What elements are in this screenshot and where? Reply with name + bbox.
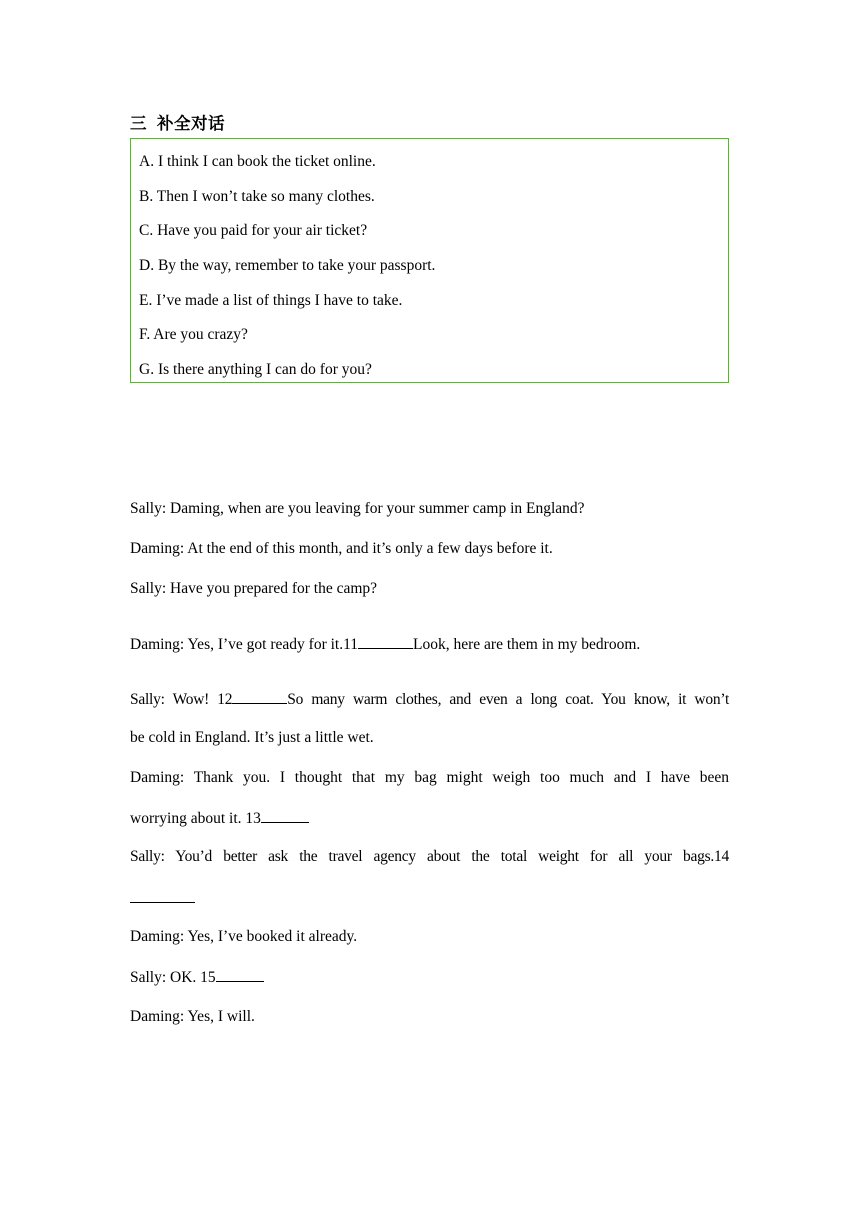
option-f: F. Are you crazy? [139,326,248,343]
dialogue-line-8 [130,807,729,829]
dialogue-line-1: Sally: Daming, when are you leaving for your summer camp in England? [130,500,585,517]
answer-blank-11 [358,633,413,649]
dialogue-text: Daming: Yes, I’ve got ready for it.11 [130,636,359,653]
option-e: E. I’ve made a list of things I have to take. [139,292,403,309]
answer-blank-12 [232,688,287,704]
dialogue-line-9: Sally: You’d better ask the travel agency about the total weight for all your bags.14 [130,848,729,865]
dialogue-line-12 [130,966,729,988]
option-d: D. By the way, remember to take your passport. [139,257,436,274]
answer-blank-15 [216,966,264,982]
answer-blank-14 [130,887,195,903]
dialogue-text: So many warm clothes, and even a long coat. You know, it won’t [287,691,730,708]
dialogue-line-6: be cold in England. It’s just a little wet. [130,729,374,746]
option-b: B. Then I won’t take so many clothes. [139,188,375,205]
dialogue-line-7: Daming: Thank you. I thought that my bag might weigh too much and I have been [130,769,729,786]
section-title: 补全对话 [157,114,225,133]
dialogue-line-4 [130,633,729,655]
option-a: A. I think I can book the ticket online. [139,153,376,170]
dialogue-line-10 [130,887,729,909]
dialogue-line-5 [130,688,729,710]
dialogue-line-3: Sally: Have you prepared for the camp? [130,580,378,597]
section-number: 三 [130,114,147,133]
dialogue-text: Look, here are them in my bedroom. [413,636,641,653]
dialogue-line-11: Daming: Yes, I’ve booked it already. [130,928,358,945]
dialogue-line-2: Daming: At the end of this month, and it’s only a few days before it. [130,540,553,557]
dialogue-text: Sally: Wow! 12 [130,691,233,708]
option-g: G. Is there anything I can do for you? [139,361,372,378]
section-heading [130,113,225,135]
dialogue-text: worrying about it. 13 [130,810,261,827]
dialogue-text: Sally: OK. 15 [130,969,216,986]
answer-blank-13 [261,807,309,823]
option-c: C. Have you paid for your air ticket? [139,222,368,239]
options-box [130,138,729,383]
dialogue-line-13: Daming: Yes, I will. [130,1008,255,1025]
